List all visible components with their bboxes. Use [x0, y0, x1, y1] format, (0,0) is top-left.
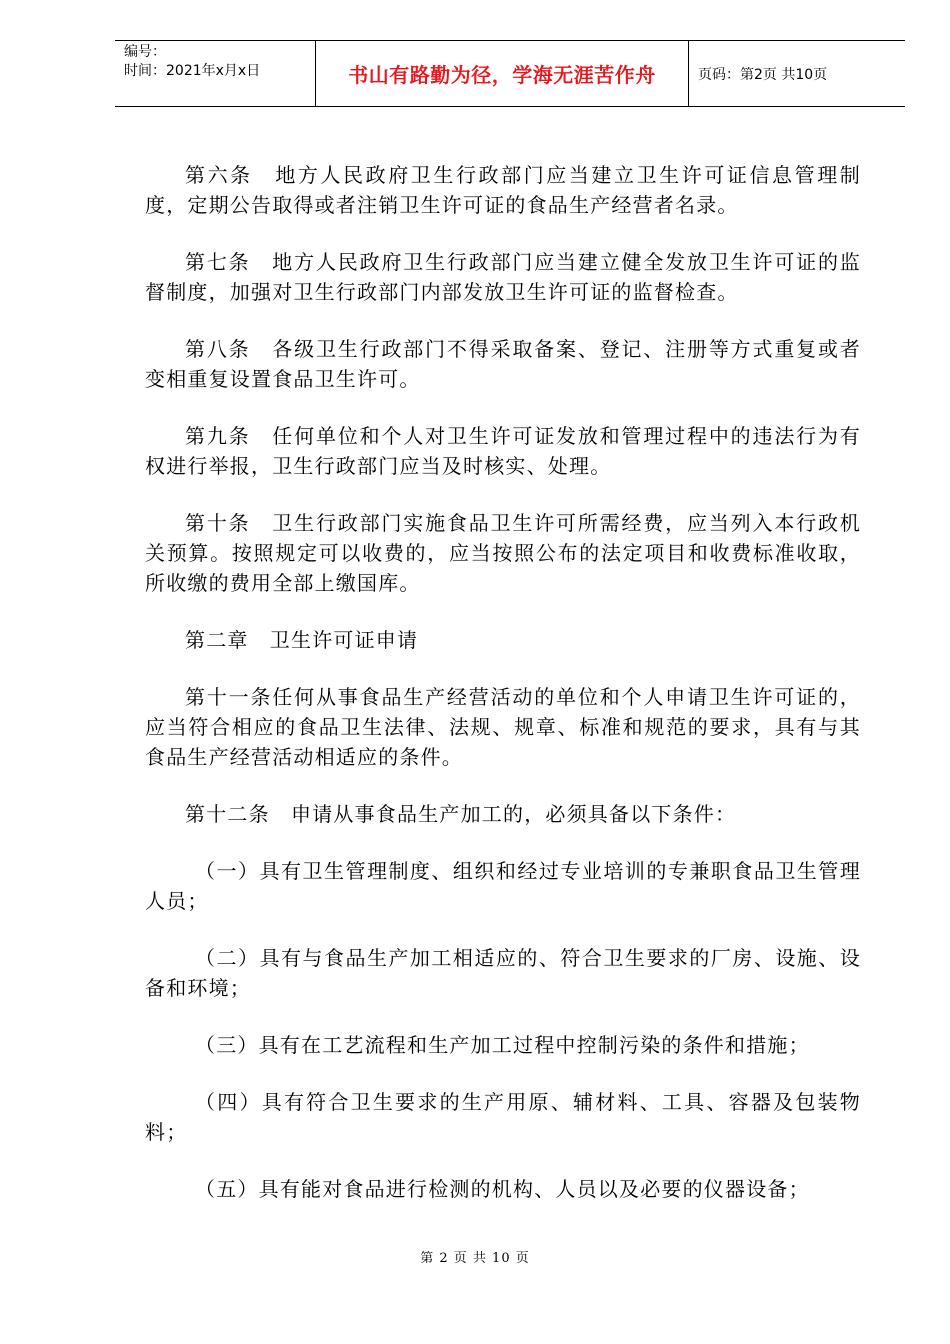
header-page-info: 页码：第2页 共10页 [698, 66, 828, 83]
article-12: 第十二条 申请从事食品生产加工的，必须具备以下条件： [185, 802, 737, 826]
article-9: 第九条 任何单位和个人对卫生许可证发放和管理过程中的违法行为有权进行举报，卫生行政部门应当及时核实、处理。 [145, 424, 861, 478]
code-label: 编号： [124, 44, 166, 60]
header-meta [115, 41, 316, 106]
list-item-1: （一）具有卫生管理制度、组织和经过专业培训的专兼职食品卫生管理人员； [145, 859, 861, 913]
article-8: 第八条 各级卫生行政部门不得采取备案、登记、注册等方式重复或者变相重复设置食品卫生许可。 [145, 337, 861, 391]
article-6: 第六条 地方人民政府卫生行政部门应当建立卫生许可证信息管理制度，定期公告取得或者注销卫生许可证的食品生产经营者名录。 [145, 163, 861, 217]
article-11: 第十一条任何从事食品生产经营活动的单位和个人申请卫生许可证的，应当符合相应的食品卫生法律、法规、规章、标准和规范的要求，具有与其食品生产经营活动相适应的条件。 [145, 685, 861, 769]
chapter-2-heading: 第二章 卫生许可证申请 [185, 628, 419, 652]
header-motto: 书山有路勤为径，学海无涯苦作舟 [316, 41, 689, 106]
page-footer: 第 2 页 共 10 页 [420, 1251, 530, 1266]
document-body [145, 160, 861, 1231]
list-item-4: （四）具有符合卫生要求的生产用原、辅材料、工具、容器及包装物料； [145, 1090, 861, 1144]
list-item-3: （三）具有在工艺流程和生产加工过程中控制污染的条件和措施； [195, 1033, 810, 1057]
page-header [115, 40, 905, 107]
article-7: 第七条 地方人民政府卫生行政部门应当建立健全发放卫生许可证的监督制度，加强对卫生行政部门内部发放卫生许可证的监督检查。 [145, 250, 861, 304]
list-item-2: （二）具有与食品生产加工相适应的、符合卫生要求的厂房、设施、设备和环境； [145, 946, 861, 1000]
article-10: 第十条 卫生行政部门实施食品卫生许可所需经费，应当列入本行政机关预算。按照规定可以收费的，应当按照公布的法定项目和收费标准收取，所收缴的费用全部上缴国库。 [145, 511, 861, 595]
time-label: 时间：2021年x月x日 [124, 63, 261, 79]
list-item-5: （五）具有能对食品进行检测的机构、人员以及必要的仪器设备； [195, 1177, 810, 1201]
